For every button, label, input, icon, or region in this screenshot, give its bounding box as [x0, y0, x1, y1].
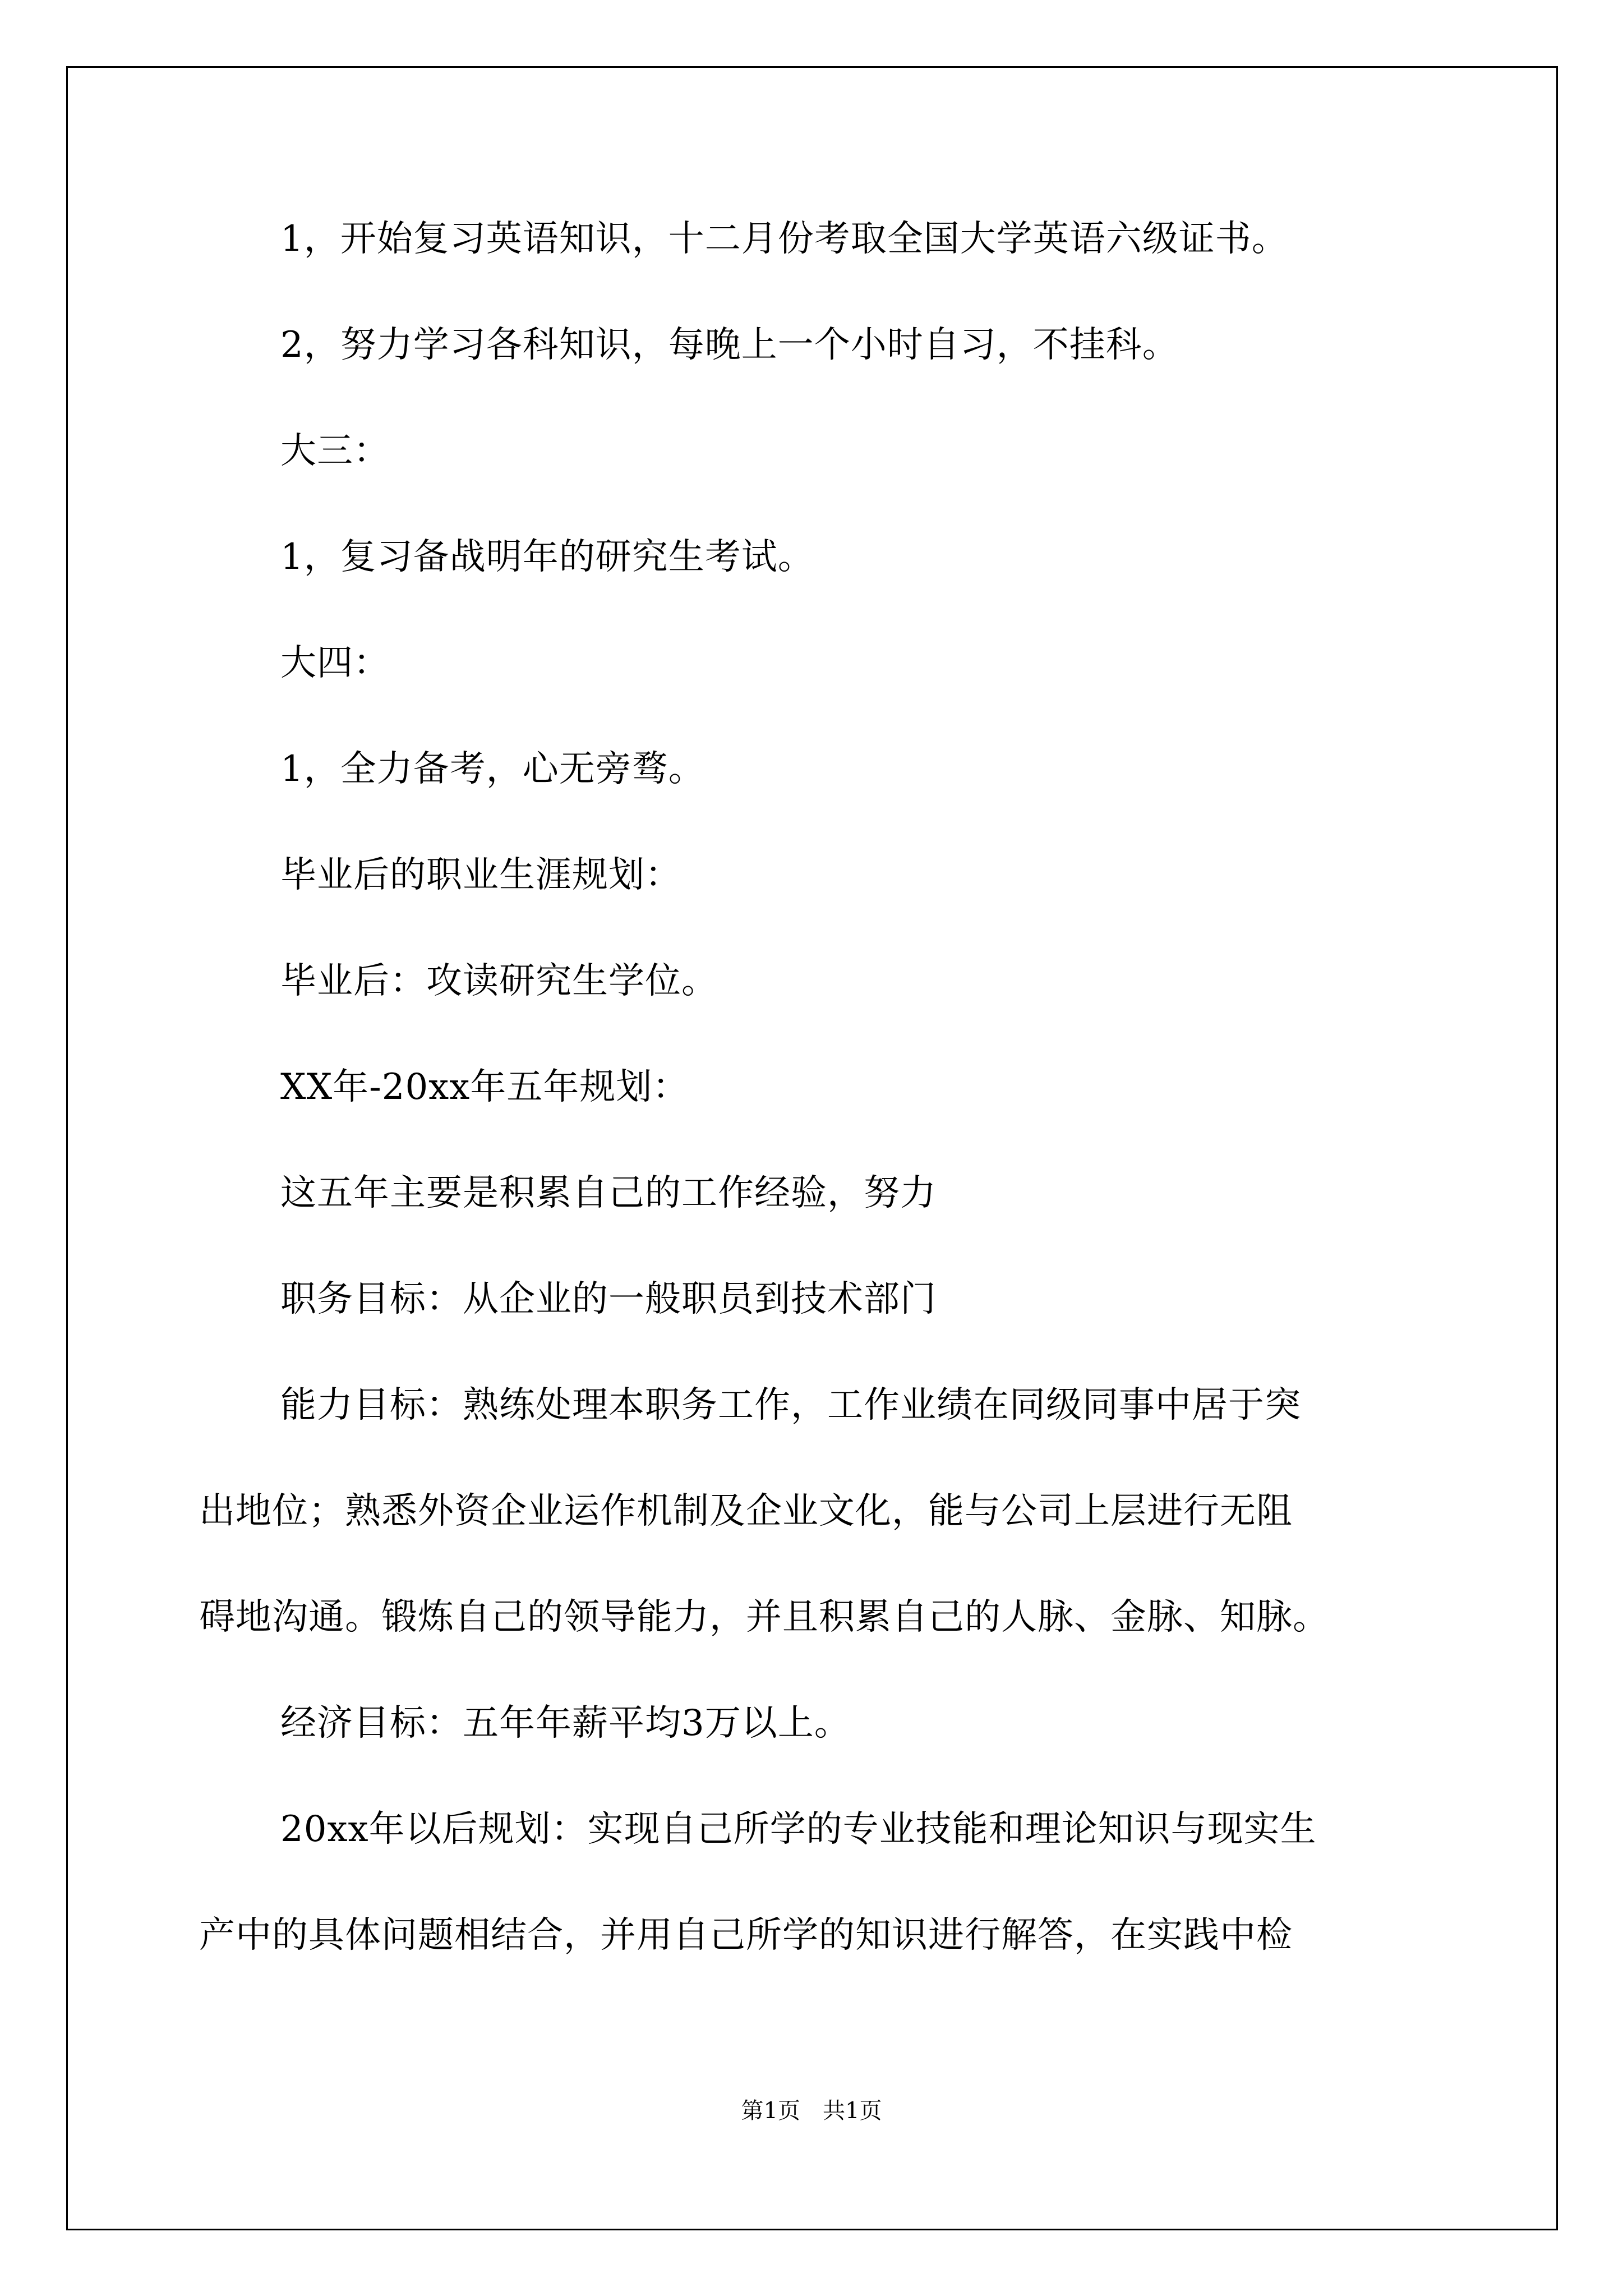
document-body: [199, 212, 1438, 1962]
text-line: 毕业后：攻读研究生学位。: [280, 960, 718, 1002]
text-line: 产中的具体问题相结合，并用自己所学的知识进行解答，在实践中检: [199, 1915, 1293, 1956]
text-line: 1，开始复习英语知识，十二月份考取全国大学英语六级证书。: [280, 218, 1288, 260]
text-line: 出地位；熟悉外资企业运作机制及企业文化，能与公司上层进行无阻: [199, 1490, 1293, 1532]
text-line: 2，努力学习各科知识，每晚上一个小时自习，不挂科。: [280, 324, 1179, 366]
text-line: 1，全力备考，心无旁骛。: [280, 748, 705, 790]
text-line: 20xx年以后规划：实现自己所学的专业技能和理论知识与现实生: [280, 1809, 1317, 1850]
page-footer: 第1页 共1页: [741, 2098, 882, 2124]
text-line: 能力目标：熟练处理本职务工作，工作业绩在同级同事中居于突: [280, 1384, 1301, 1426]
text-line: 碍地沟通。锻炼自己的领导能力，并且积累自己的人脉、金脉、知脉。: [199, 1596, 1329, 1638]
text-line: 职务目标：从企业的一般职员到技术部门: [280, 1278, 937, 1320]
section-heading: 大三：: [280, 430, 390, 472]
text-line: 1，复习备战明年的研究生考试。: [280, 536, 814, 578]
section-heading: 大四：: [280, 642, 390, 684]
text-line: 经济目标：五年年薪平均3万以上。: [280, 1703, 851, 1744]
section-heading: XX年-20xx年五年规划：: [280, 1066, 689, 1108]
section-heading: 毕业后的职业生涯规划：: [280, 854, 681, 896]
text-line: 这五年主要是积累自己的工作经验，努力: [280, 1172, 937, 1214]
